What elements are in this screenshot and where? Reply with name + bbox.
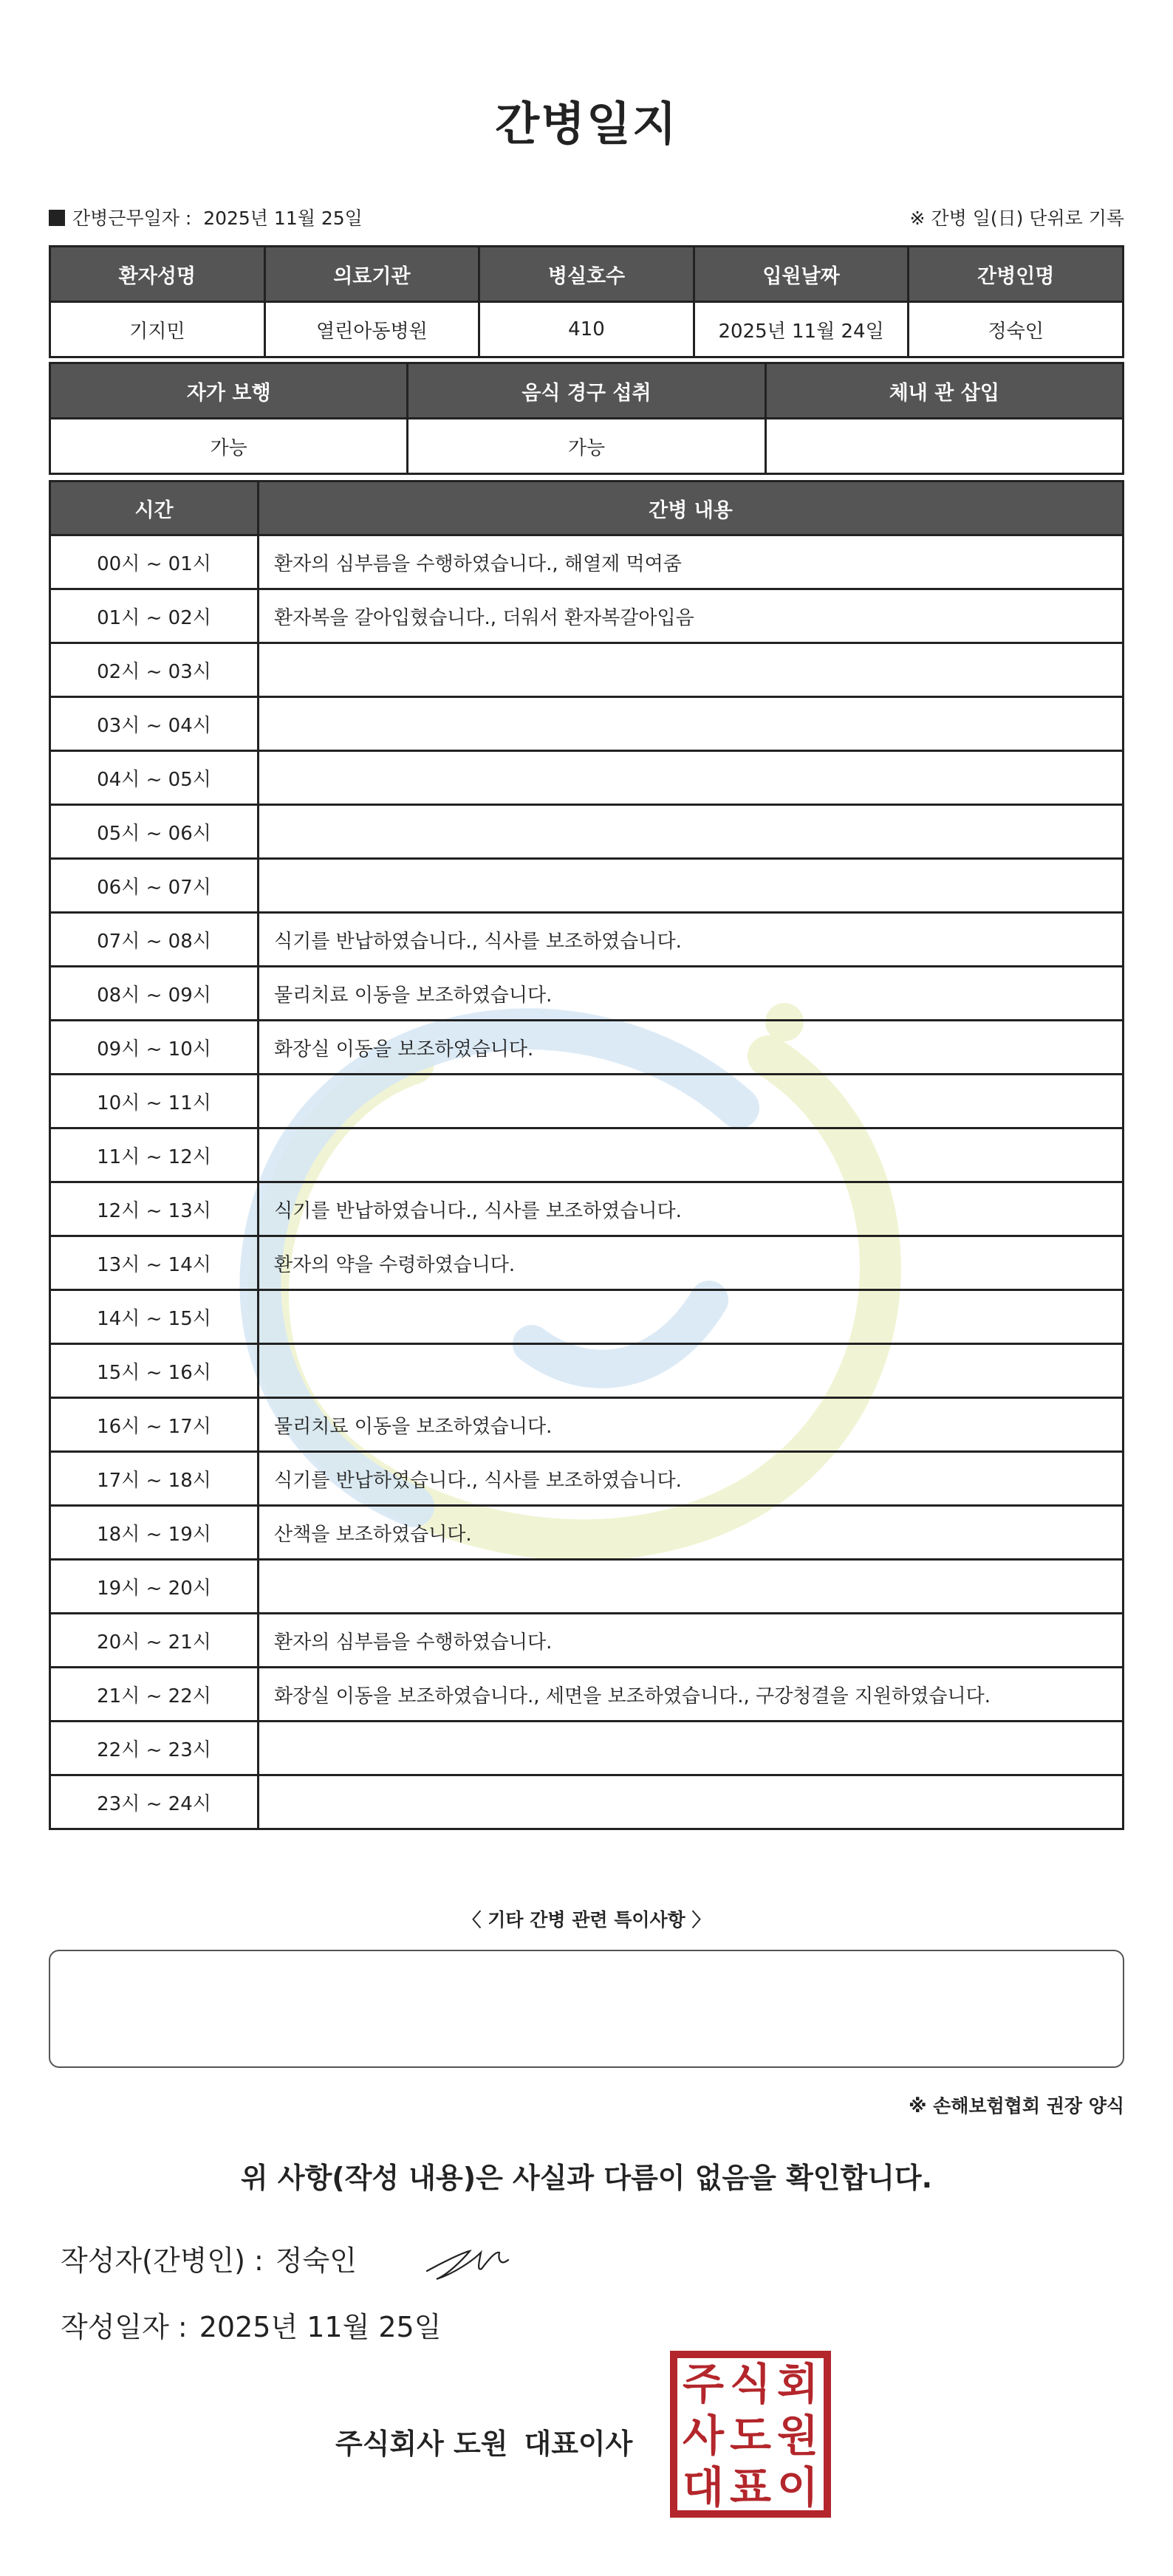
care-content: 산책을 보조하였습니다. [259,1506,1124,1560]
time-slot: 10시 ~ 11시 [50,1075,259,1128]
company-seal [669,2350,832,2518]
care-content [259,1075,1124,1128]
time-slot: 00시 ~ 01시 [50,535,259,589]
care-content: 식기를 반납하였습니다., 식사를 보조하였습니다. [259,913,1124,967]
time-slot: 18시 ~ 19시 [50,1506,259,1560]
table-row [50,535,1124,589]
table-row [50,1236,1124,1290]
table-row [50,1344,1124,1398]
care-content [259,1290,1124,1344]
svg-text:표: 표 [729,2462,772,2512]
care-content [259,859,1124,913]
square-bullet-icon [49,210,65,226]
time-slot: 07시 ~ 08시 [50,913,259,967]
company-line [335,2421,632,2462]
time-slot: 12시 ~ 13시 [50,1182,259,1236]
care-content: 화장실 이동을 보조하였습니다., 세면을 보조하였습니다., 구강청결을 지원하였습니다. [259,1668,1124,1722]
work-date-label: 간병근무일자 : [72,208,192,229]
table-row [50,1075,1124,1128]
tube-insertion-value [765,419,1123,474]
table-row [50,913,1124,967]
time-slot: 14시 ~ 15시 [50,1290,259,1344]
time-slot: 22시 ~ 23시 [50,1722,259,1775]
table-row [50,1560,1124,1614]
table-row [50,1668,1124,1722]
table-row [50,1182,1124,1236]
care-content [259,697,1124,751]
care-content [259,1344,1124,1398]
table-row [50,1722,1124,1775]
table-row [50,1452,1124,1506]
table-row [50,1021,1124,1075]
time-slot: 01시 ~ 02시 [50,589,259,643]
svg-text:사: 사 [682,2411,725,2461]
table-row [50,805,1124,859]
table-row [50,1506,1124,1560]
time-slot: 08시 ~ 09시 [50,967,259,1021]
patient-name: 기지민 [50,302,265,357]
time-slot: 19시 ~ 20시 [50,1560,259,1614]
writer-label: 작성자(간병인) : [61,2244,264,2277]
oral-intake-value: 가능 [408,419,765,474]
time-slot: 17시 ~ 18시 [50,1452,259,1506]
header-hospital: 의료기관 [264,247,479,302]
header-time: 시간 [50,482,259,535]
care-content: 환자의 심부름을 수행하였습니다., 해열제 먹여줌 [259,535,1124,589]
confirmation-statement: 위 사항(작성 내용)은 사실과 다름이 없음을 확인합니다. [240,2162,933,2194]
svg-text:주: 주 [682,2359,725,2409]
care-content [259,805,1124,859]
svg-text:원: 원 [776,2411,819,2461]
time-slot: 21시 ~ 22시 [50,1668,259,1722]
association-note: ※ 손해보험협회 권장 양식 [909,2095,1124,2117]
care-content: 식기를 반납하였습니다., 식사를 보조하였습니다. [259,1182,1124,1236]
svg-text:대: 대 [682,2462,725,2512]
self-walking-value: 가능 [50,419,408,474]
header-care-content: 간병 내용 [259,482,1124,535]
patient-info-table [49,245,1124,358]
header-room-number: 병실호수 [479,247,694,302]
time-slot: 03시 ~ 04시 [50,697,259,751]
work-date-value: 2025년 11월 25일 [203,208,363,229]
time-slot: 23시 ~ 24시 [50,1775,259,1829]
time-slot: 16시 ~ 17시 [50,1398,259,1452]
writer-line [61,2238,357,2278]
time-slot: 15시 ~ 16시 [50,1344,259,1398]
header-caregiver-name: 간병인명 [909,247,1124,302]
table-row [50,589,1124,643]
time-slot: 04시 ~ 05시 [50,751,259,805]
svg-text:이: 이 [776,2462,819,2512]
notes-box [49,1950,1124,2068]
time-slot: 11시 ~ 12시 [50,1128,259,1182]
company-title: 대표이사 [524,2428,633,2460]
write-date-line [61,2304,441,2345]
svg-text:식: 식 [729,2359,772,2409]
write-date-value: 2025년 11월 25일 [199,2311,442,2343]
time-slot: 06시 ~ 07시 [50,859,259,913]
care-content [259,1722,1124,1775]
table-row [50,419,1124,474]
care-content: 물리치료 이동을 보조하였습니다. [259,967,1124,1021]
care-content [259,1775,1124,1829]
time-slot: 09시 ~ 10시 [50,1021,259,1075]
hospital-name: 열린아동병원 [264,302,479,357]
writer-name: 정숙인 [275,2244,357,2277]
company-name: 주식회사 도원 [335,2428,508,2460]
svg-text:도: 도 [729,2411,772,2461]
caregiver-name: 정숙인 [909,302,1124,357]
unit-note: ※ 간병 일(日) 단위로 기록 [909,208,1124,229]
care-content: 화장실 이동을 보조하였습니다. [259,1021,1124,1075]
write-date-label: 작성일자 : [61,2311,188,2343]
care-content: 식기를 반납하였습니다., 식사를 보조하였습니다. [259,1452,1124,1506]
care-content [259,1128,1124,1182]
care-content [259,1560,1124,1614]
table-header-row [50,363,1124,419]
signature [418,2230,566,2289]
header-patient-name: 환자성명 [50,247,265,302]
admission-date: 2025년 11월 24일 [694,302,909,357]
header-tube-insertion: 체내 관 삽입 [765,363,1123,419]
page-title: 간병일지 [495,97,678,151]
meta-row [49,199,1124,229]
table-row [50,1290,1124,1344]
hourly-log-table [49,480,1124,1830]
care-content: 환자의 약을 수령하였습니다. [259,1236,1124,1290]
care-content [259,643,1124,697]
table-row [50,751,1124,805]
svg-text:회: 회 [776,2359,819,2409]
time-slot: 13시 ~ 14시 [50,1236,259,1290]
header-oral-intake: 음식 경구 섭취 [408,363,765,419]
table-row [50,967,1124,1021]
care-content: 물리치료 이동을 보조하였습니다. [259,1398,1124,1452]
notes-title: 〈 기타 간병 관련 특이사항 〉 [462,1909,711,1931]
table-row [50,1775,1124,1829]
table-row [50,1128,1124,1182]
header-admission-date: 입원날짜 [694,247,909,302]
table-row [50,643,1124,697]
room-number: 410 [479,302,694,357]
header-self-walking: 자가 보행 [50,363,408,419]
table-row [50,302,1124,357]
table-row [50,1398,1124,1452]
table-row [50,697,1124,751]
table-header-row [50,482,1124,535]
time-slot: 05시 ~ 06시 [50,805,259,859]
care-content [259,751,1124,805]
table-row [50,1614,1124,1668]
care-content: 환자복을 갈아입혔습니다., 더워서 환자복갈아입음 [259,589,1124,643]
table-header-row [50,247,1124,302]
time-slot: 02시 ~ 03시 [50,643,259,697]
care-content: 환자의 심부름을 수행하였습니다. [259,1614,1124,1668]
ability-table [49,362,1124,475]
work-date [49,204,363,230]
table-row [50,859,1124,913]
time-slot: 20시 ~ 21시 [50,1614,259,1668]
